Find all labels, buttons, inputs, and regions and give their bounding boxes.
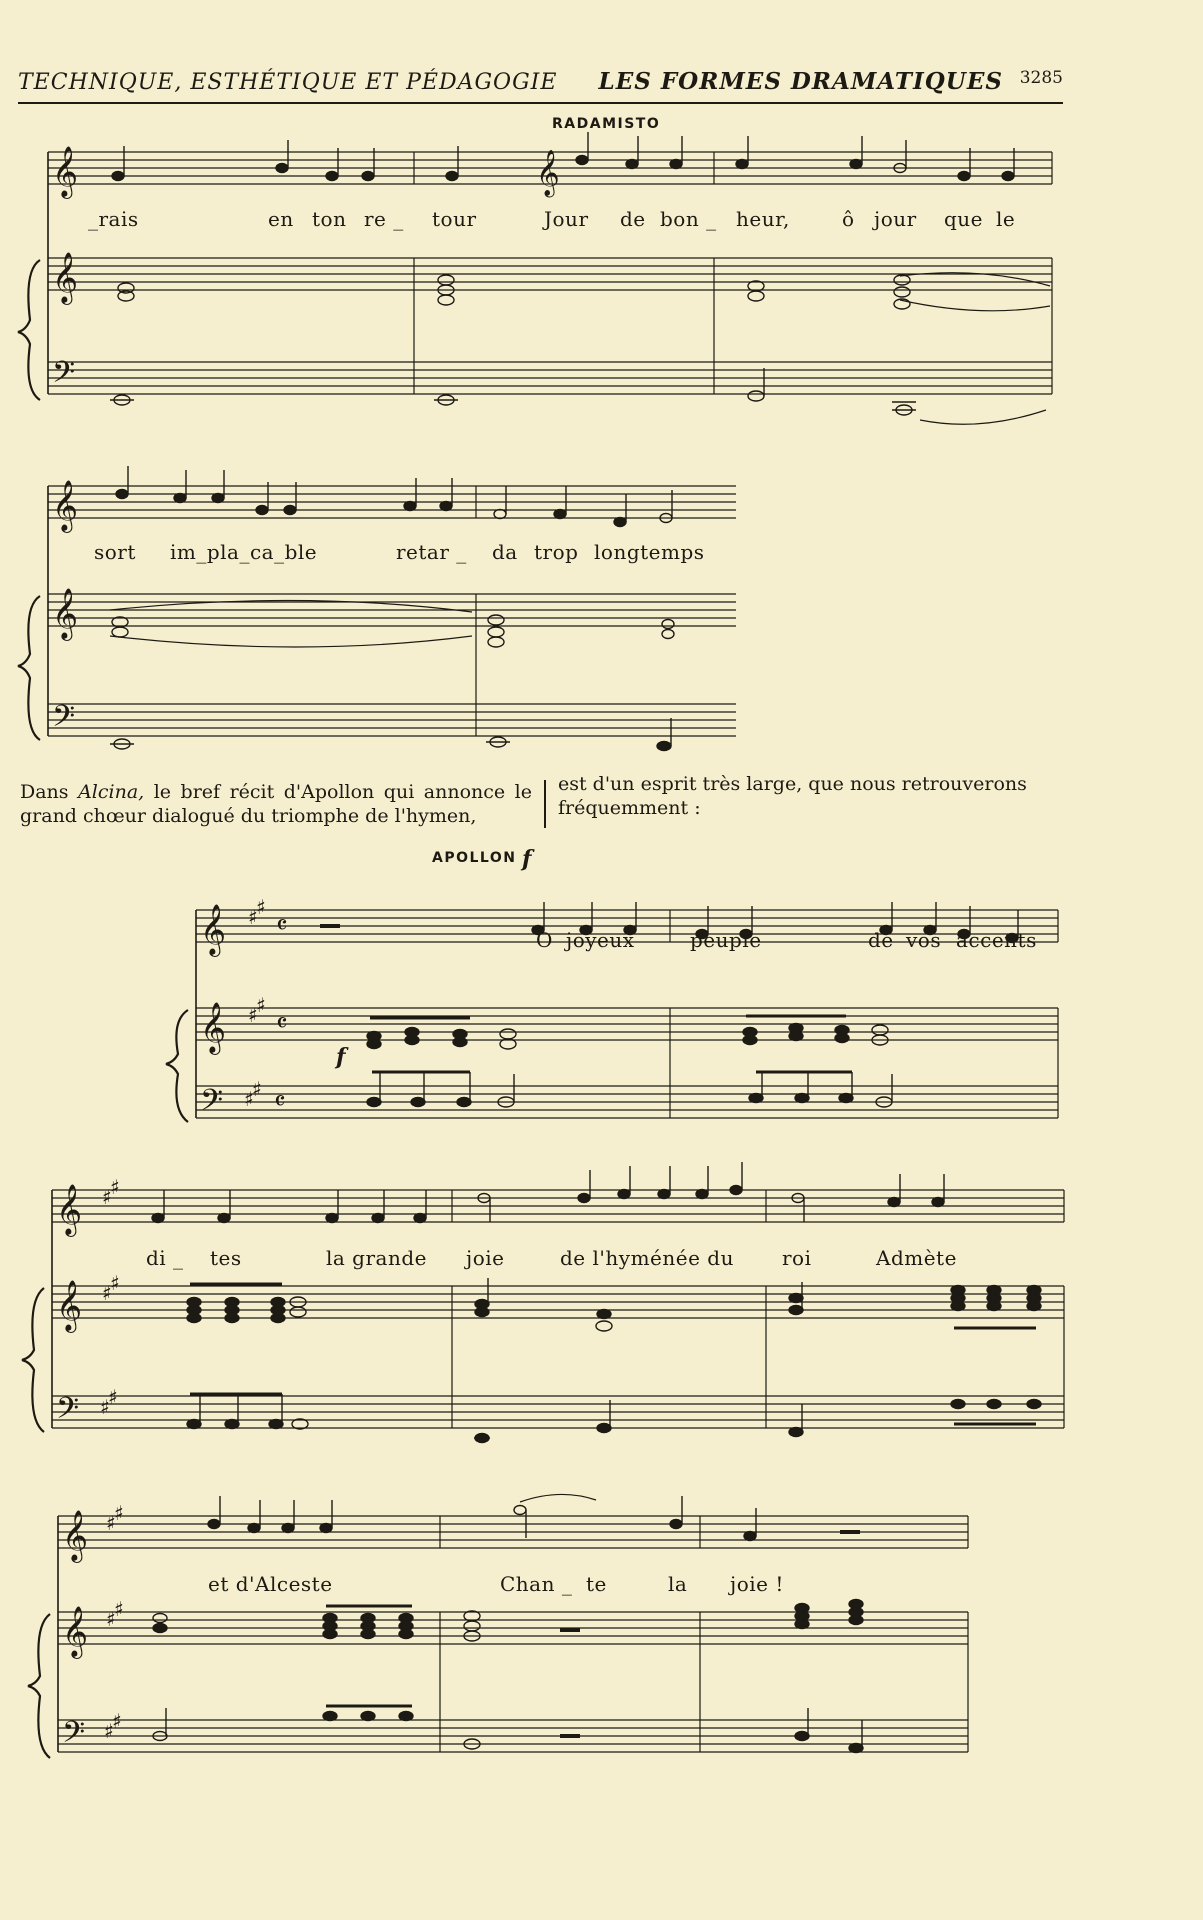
lyric-syllable: tes — [210, 1246, 242, 1270]
music-system-4 — [0, 1160, 1203, 1460]
svg-text:𝄞: 𝄞 — [56, 1184, 83, 1235]
music-system-1 — [0, 0, 1203, 440]
svg-text:𝄞: 𝄞 — [200, 904, 227, 955]
lyric-syllable: ton — [312, 207, 347, 231]
svg-text:♯: ♯ — [104, 1719, 114, 1743]
lyric-syllable: accents — [956, 928, 1037, 952]
svg-text:♯: ♯ — [114, 1597, 124, 1621]
lyric-syllable: da — [492, 540, 518, 564]
svg-text:♯: ♯ — [112, 1709, 122, 1733]
svg-text:♯: ♯ — [108, 1385, 118, 1409]
lyric-syllable: heur, — [736, 207, 790, 231]
header-right-title: LES FORMES DRAMATIQUES — [598, 68, 1003, 95]
role-label-radamisto: RADAMISTO — [552, 116, 661, 132]
lyric-syllable: et d'Alceste — [208, 1572, 333, 1596]
lyric-syllable: la grande — [326, 1246, 427, 1270]
prose-text: Dans — [20, 781, 79, 803]
lyric-syllable: de — [620, 207, 646, 231]
lyric-syllable: jour — [874, 207, 917, 231]
svg-text:♯: ♯ — [100, 1395, 110, 1419]
prose-column-1 — [20, 780, 532, 828]
dynamic-marking: f — [522, 846, 532, 872]
lyric-syllable: le — [996, 207, 1016, 231]
prose-column-2: est d'un esprit très large, que nous retrouverons fréquemment : — [558, 773, 1027, 819]
lyric-syllable: joie ! — [730, 1572, 784, 1596]
svg-text:𝄞: 𝄞 — [62, 1510, 89, 1561]
svg-text:𝄢: 𝄢 — [52, 700, 76, 741]
svg-text:𝄢: 𝄢 — [62, 1716, 86, 1757]
lyric-syllable: Jour — [544, 207, 589, 231]
lyric-syllable: roi — [782, 1246, 812, 1270]
svg-text:𝄴: 𝄴 — [276, 1009, 288, 1039]
svg-text:𝄞: 𝄞 — [52, 588, 79, 639]
lyric-syllable: te — [586, 1572, 607, 1596]
svg-text:♯: ♯ — [114, 1501, 124, 1525]
lyric-syllable: ô — [842, 207, 855, 231]
lyric-syllable: im_pla_ca_ble — [170, 540, 318, 564]
score-system-1 — [0, 0, 1203, 440]
score-system-2 — [0, 440, 1203, 760]
svg-text:♯: ♯ — [106, 1511, 116, 1535]
svg-text:𝄞: 𝄞 — [52, 480, 79, 531]
music-system-2 — [0, 440, 1203, 760]
lyric-syllable: sort — [94, 540, 136, 564]
svg-text:♯: ♯ — [248, 905, 258, 929]
page-number: 3285 — [1019, 68, 1063, 88]
music-system-5 — [0, 1480, 1203, 1780]
svg-text:♯: ♯ — [256, 993, 266, 1017]
lyric-syllable: re _ — [364, 207, 404, 231]
svg-text:𝄞: 𝄞 — [200, 1002, 227, 1053]
lyric-syllable: de l'hyménée du — [560, 1246, 734, 1270]
svg-text:♯: ♯ — [248, 1003, 258, 1027]
column-divider — [544, 780, 546, 828]
svg-text:𝄞: 𝄞 — [52, 252, 79, 303]
svg-text:𝄢: 𝄢 — [200, 1084, 224, 1125]
svg-text:𝄞: 𝄞 — [56, 1280, 83, 1331]
svg-text:♯: ♯ — [110, 1271, 120, 1295]
lyric-syllable: que — [944, 207, 984, 231]
lyric-syllable: joyeux — [566, 928, 635, 952]
lyric-syllable: di _ — [146, 1246, 184, 1270]
role-label-apollon: APOLLON — [432, 850, 517, 866]
lyric-syllable: de — [868, 928, 894, 952]
svg-text:𝄴: 𝄴 — [274, 1087, 286, 1117]
svg-text:𝄞: 𝄞 — [52, 146, 79, 197]
lyric-syllable: longtemps — [594, 540, 705, 564]
lyric-syllable: peuple — [690, 928, 762, 952]
score-system-5 — [0, 1480, 1203, 1780]
lyric-syllable: Chan _ — [500, 1572, 573, 1596]
svg-text:𝄢: 𝄢 — [52, 356, 76, 397]
dynamic-marking: f — [336, 1044, 346, 1070]
lyric-syllable: joie — [466, 1246, 505, 1270]
lyric-syllable: en — [268, 207, 294, 231]
lyric-syllable: retar _ — [396, 540, 467, 564]
svg-text:♯: ♯ — [102, 1185, 112, 1209]
svg-text:♯: ♯ — [256, 895, 266, 919]
lyric-syllable: vos — [906, 928, 942, 952]
music-system-3 — [0, 840, 1203, 1140]
work-title: Alcina, — [78, 781, 145, 803]
prose-text: le bref récit d'Apollon qui annonce le grand chœur dialogué du triomphe de l'hymen, — [20, 781, 532, 827]
score-system-3 — [0, 840, 1203, 1140]
lyric-syllable: la — [668, 1572, 688, 1596]
svg-text:♯: ♯ — [244, 1087, 254, 1111]
svg-text:𝄢: 𝄢 — [56, 1392, 80, 1433]
lyric-syllable: Admète — [876, 1246, 957, 1270]
lyric-syllable: O — [536, 928, 553, 952]
svg-text:♯: ♯ — [110, 1175, 120, 1199]
svg-text:♯: ♯ — [106, 1607, 116, 1631]
lyric-syllable: tour — [432, 207, 477, 231]
header-left-title: TECHNIQUE, ESTHÉTIQUE ET PÉDAGOGIE — [18, 70, 558, 95]
svg-text:𝄴: 𝄴 — [276, 911, 288, 941]
svg-text:𝄞: 𝄞 — [536, 150, 560, 196]
lyric-syllable: bon _ — [660, 207, 717, 231]
svg-text:♯: ♯ — [252, 1077, 262, 1101]
score-system-4 — [0, 1160, 1203, 1460]
svg-text:♯: ♯ — [102, 1281, 112, 1305]
lyric-syllable: trop — [534, 540, 579, 564]
svg-text:𝄞: 𝄞 — [62, 1606, 89, 1657]
lyric-syllable: _rais — [88, 207, 139, 231]
